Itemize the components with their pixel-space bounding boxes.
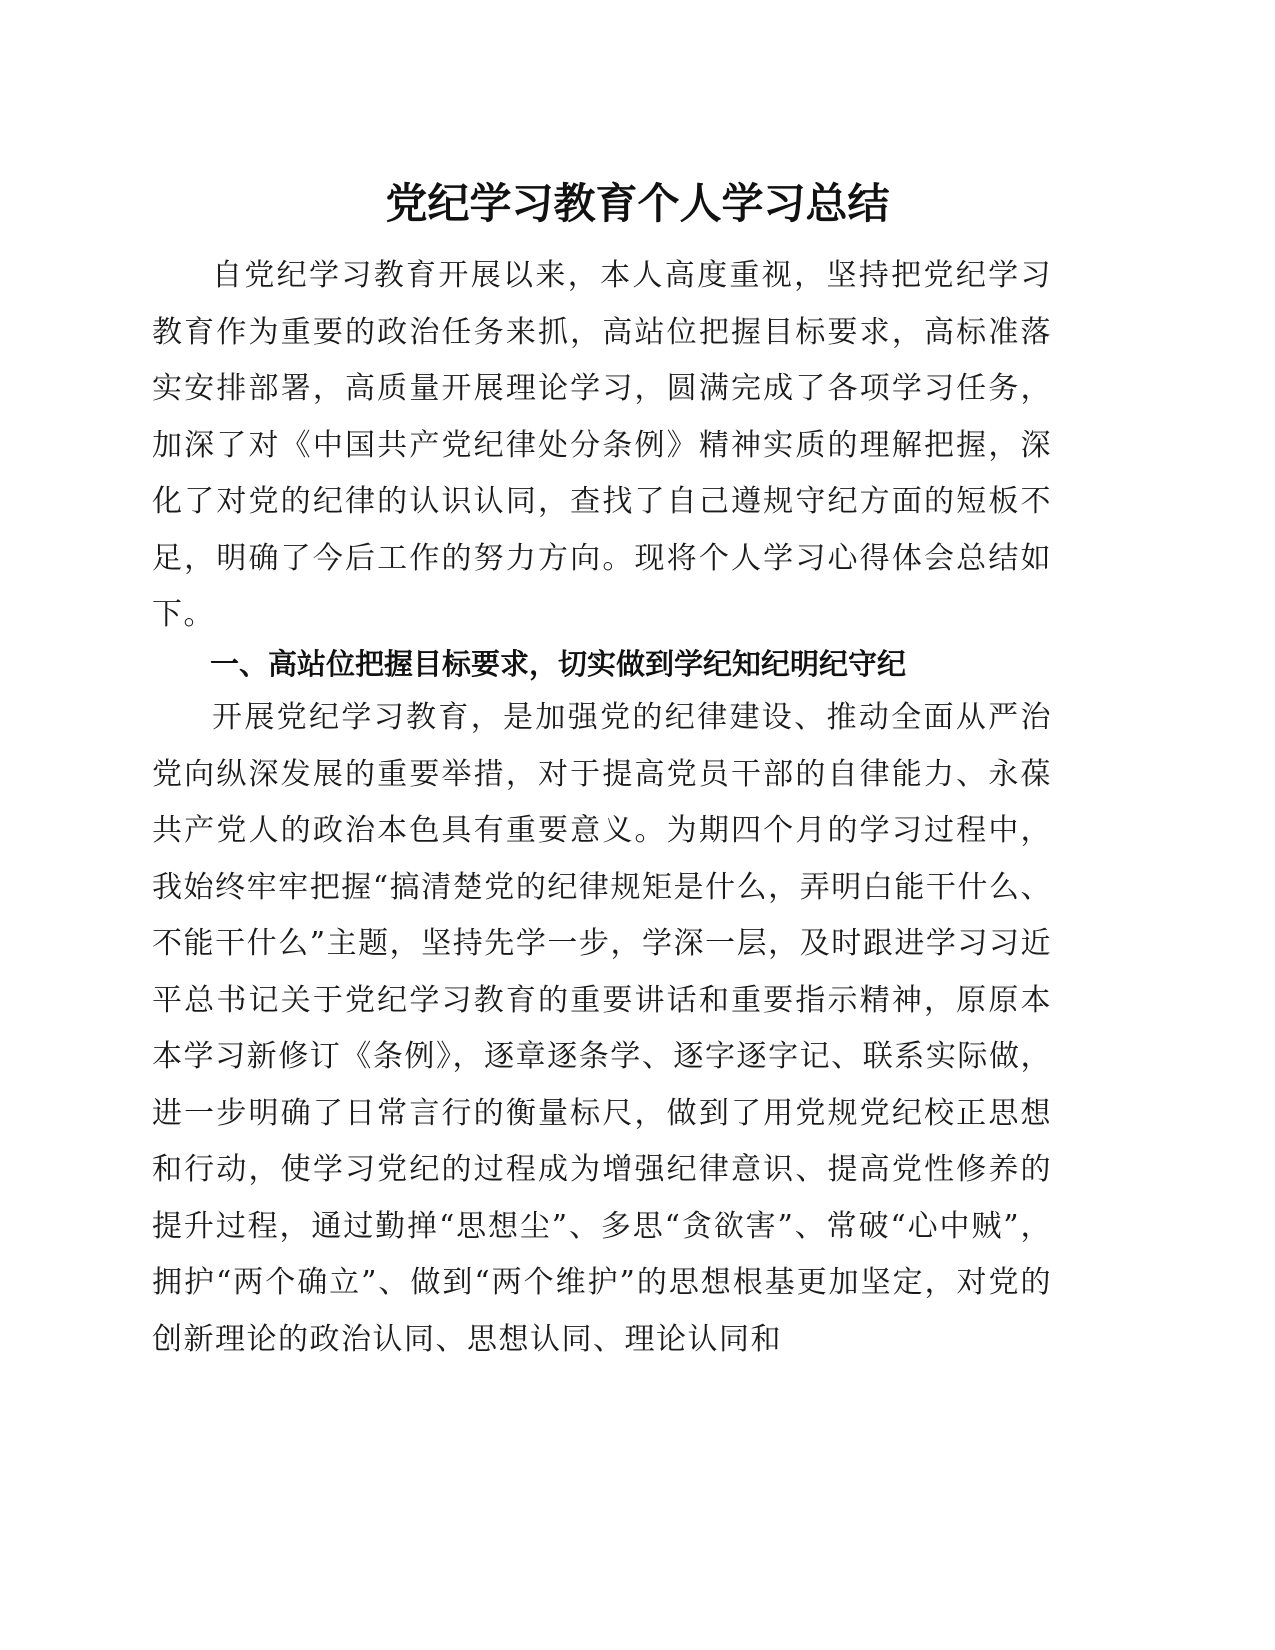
section-paragraph-1: 开展党纪学习教育，是加强党的纪律建设、推动全面从严治党向纵深发展的重要举措，对于提高党员干部的自律能力、永葆共产党人的政治本色具有重要意义。为期四个月的学习过程中，我始终牢牢把握“搞清楚党的纪律规矩是什么，弄明白能干什么、不能干什么”主题，坚持先学一步，学深一层，及时跟进学习习近平总书记关于党纪学习教育的重要讲话和重要指示精神，原原本本学习新修订《条例》，逐章逐条学、逐字逐字记、联系实际做，进一步明确了日常言行的衡量标尺，做到了用党规党纪校正思想和行动，使学习党纪的过程成为增强纪律意识、提高党性修养的提升过程，通过勤掸“思想尘”、多思“贪欲害”、常破“心中贼”，拥护“两个确立”、做到“两个维护”的思想根基更加坚定，对党的创新理论的政治认同、思想认同、理论认同和 — [152, 700, 1052, 1357]
intro-paragraph: 自党纪学习教育开展以来，本人高度重视，坚持把党纪学习教育作为重要的政治任务来抓，高站位把握目标要求，高标准落实安排部署，高质量开展理论学习，圆满完成了各项学习任务，加深了对《中国共产党纪律处分条例》精神实质的理解把握，深化了对党的纪律的认识认同，查找了自己遵规守纪方面的短板不足，明确了今后工作的努力方向。现将个人学习心得体会总结如下。 — [152, 258, 1052, 632]
section-heading-1: 一、高站位把握目标要求，切实做到学纪知纪明纪守纪 — [210, 647, 907, 681]
document-title: 党纪学习教育个人学习总结 — [385, 179, 890, 228]
